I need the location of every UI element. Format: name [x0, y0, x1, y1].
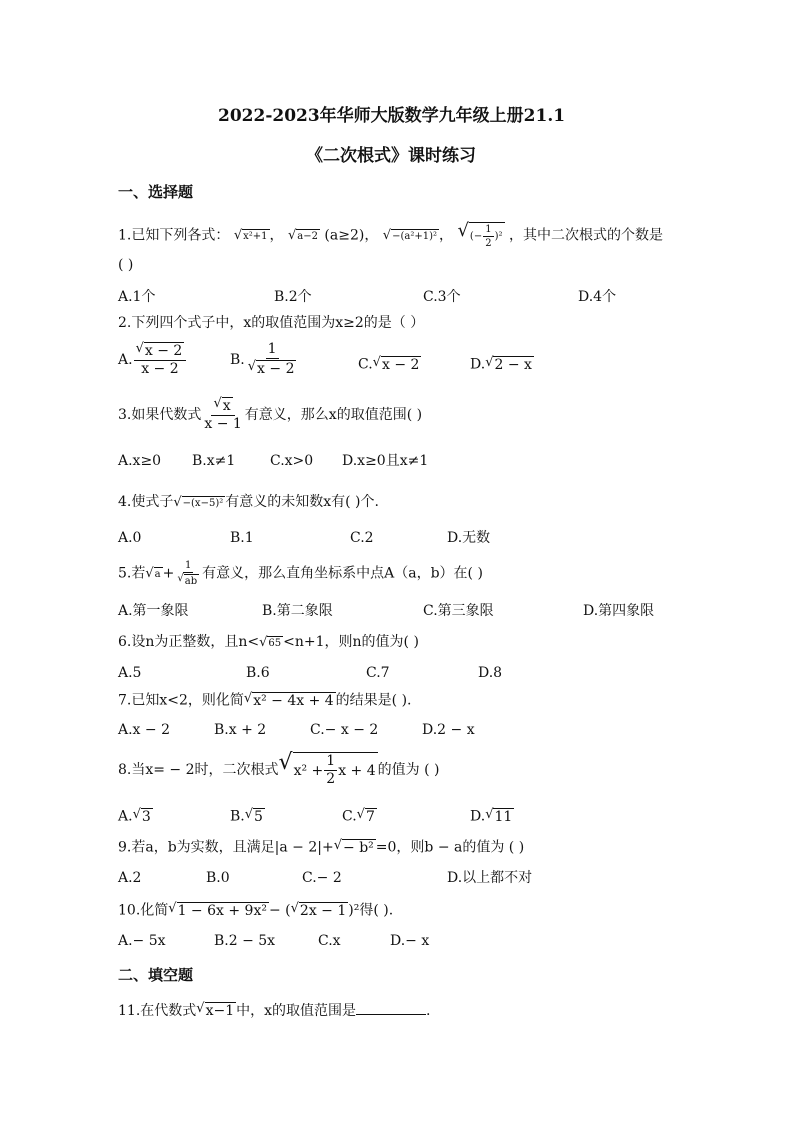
q7-option-a: A.x − 2 [118, 722, 170, 738]
question-9: 9.若a，b为实数，且满足|a − 2|+ √ − b² =0，则b − a的值为 ( ) [118, 838, 525, 856]
q8-option-b: B. √ 5 [230, 807, 263, 825]
q4-option-c: C.2 [350, 530, 374, 546]
q1-option-c: C.3个 [423, 289, 461, 305]
q2-option-c: C. √ x − 2 [358, 355, 420, 373]
q6-option-a: A.5 [118, 665, 142, 681]
q6-option-c: C.7 [366, 665, 390, 681]
q1-option-a: A.1个 [118, 289, 156, 305]
q3-option-a: A.x≥0 [118, 453, 162, 469]
question-5: 5.若 √ a + 1 √ ab 有意义，那么直角坐标系中点A（a，b）在( ) [118, 560, 483, 587]
q8-option-a: A. √ 3 [118, 807, 151, 825]
q1-text-b: ，其中二次根式的个数是 [508, 227, 663, 244]
q4-option-b: B.1 [230, 530, 254, 546]
q3-option-d: D.x≥0且x≠1 [342, 453, 429, 469]
section-heading-choice: 一、选择题 [118, 183, 194, 201]
q1-radical-1: √ x²+1 [233, 228, 268, 243]
question-1: 1.已知下列各式： √ x²+1 ， √ a−2 (a≥2)， √ −(a²+1)² ， √ (− $\frac{1}{2}$ )² ，其中二次根式的个数是 [118, 220, 663, 249]
q1-radical-4: √ (− $\frac{1}{2}$ )² [457, 220, 503, 249]
q2-option-a: A. √ x − 2 x − 2 [118, 342, 187, 378]
question-3: 3.如果代数式 √ x x − 1 有意义，那么x的取值范围( ) [118, 396, 423, 433]
q1-radical-2: √ a−2 [287, 228, 318, 243]
q1-answer-paren: ( ) [118, 257, 134, 273]
q1-option-b: B.2个 [274, 289, 312, 305]
question-8: 8.当x= − 2时，二次根式 √ x² + $\frac{1}{2}$ x + 4 的值为 ( ) [118, 750, 440, 788]
question-6: 6.设n为正整数，且n< √ 65 <n+1，则n的值为( ) [118, 634, 419, 650]
question-4: 4.使式子 √ −(x−5)² 有意义的未知数x有( )个. [118, 494, 379, 510]
q2-option-b: B. 1 √ x − 2 [230, 341, 295, 378]
q8-option-d: D. √ 11 [470, 807, 513, 825]
q11-answer-blank[interactable] [356, 1002, 426, 1015]
question-2: 2.下列四个式子中，x的取值范围为x≥2的是（ ） [118, 315, 425, 331]
q8-option-c: C. √ 7 [342, 807, 375, 825]
q6-option-b: B.6 [246, 665, 270, 681]
title-line-2: 《二次根式》课时练习 [306, 146, 476, 166]
section-heading-fill-in: 二、填空题 [118, 966, 194, 984]
q6-option-d: D.8 [478, 665, 503, 681]
q3-option-b: B.x≠1 [192, 453, 236, 469]
question-11: 11.在代数式 √ x−1 中，x的取值范围是 . [118, 1001, 431, 1020]
q10-option-a: A.− 5x [118, 933, 166, 949]
q10-option-b: B.2 − 5x [214, 933, 276, 949]
q3-option-c: C.x>0 [270, 453, 314, 469]
q1-option-d: D.4个 [578, 289, 617, 305]
q9-option-c: C.− 2 [302, 870, 342, 886]
q10-option-d: D.− x [390, 933, 430, 949]
q4-option-d: D.无数 [447, 530, 491, 546]
question-10: 10.化简 √ 1 − 6x + 9x² − ( √ 2x − 1 )²得( ). [118, 901, 394, 919]
q5-option-d: D.第四象限 [583, 603, 655, 619]
q4-option-a: A.0 [118, 530, 142, 546]
q5-option-b: B.第二象限 [262, 603, 333, 619]
q5-option-c: C.第三象限 [423, 603, 494, 619]
q9-option-d: D.以上都不对 [447, 870, 533, 886]
q1-radical-3: √ −(a²+1)² [382, 228, 437, 243]
q7-option-c: C.− x − 2 [310, 722, 379, 738]
q2-option-d: D. √ 2 − x [470, 355, 532, 373]
q7-option-b: B.x + 2 [214, 722, 267, 738]
q9-option-b: B.0 [206, 870, 230, 886]
q1-condition: (a≥2)， [324, 227, 379, 244]
q5-option-a: A.第一象限 [118, 603, 189, 619]
q10-option-c: C.x [318, 933, 341, 949]
q9-option-a: A.2 [118, 870, 142, 886]
q1-text-a: 1.已知下列各式： [118, 227, 230, 244]
question-7: 7.已知x<2，则化简 √ x² − 4x + 4 的结果是( ). [118, 691, 412, 709]
q7-option-d: D.2 − x [422, 722, 475, 738]
title-line-1: 2022-2023年华师大版数学九年级上册21.1 [218, 106, 566, 126]
